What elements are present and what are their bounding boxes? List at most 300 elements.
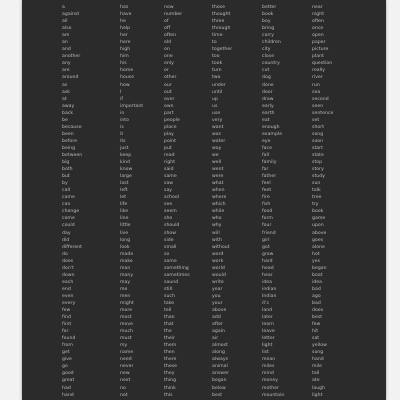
word-item: still	[164, 286, 173, 292]
word-item: head	[262, 265, 274, 271]
word-item: feet	[262, 188, 272, 194]
word-item: like	[120, 209, 129, 215]
word-item: list	[262, 350, 269, 356]
word-item: mountain	[262, 392, 285, 398]
word-item: be	[62, 117, 68, 123]
word-item: light	[312, 392, 323, 398]
word-item: talk	[312, 188, 321, 194]
word-item: as	[62, 82, 68, 88]
word-item: do	[62, 251, 68, 257]
word-item: draw	[262, 96, 274, 102]
word-item: together	[212, 47, 233, 53]
word-item: up	[212, 96, 218, 102]
word-item: many	[120, 272, 134, 278]
word-item: must	[120, 336, 132, 342]
word-item: city	[262, 47, 271, 53]
word-item: home	[120, 68, 134, 74]
word-item: them	[164, 343, 177, 349]
word-item: here	[120, 40, 131, 46]
word-item: game	[312, 216, 326, 222]
word-item: or	[164, 68, 169, 74]
word-item: got	[262, 244, 270, 250]
word-item: while	[212, 209, 225, 215]
word-item: something	[164, 265, 189, 271]
word-item: ago	[312, 293, 321, 299]
word-item: four	[262, 223, 272, 229]
word-item: know	[120, 167, 133, 173]
word-item: little	[120, 223, 131, 229]
word-item: move	[120, 322, 134, 328]
word-item: left	[120, 188, 128, 194]
word-item: your	[212, 300, 223, 306]
word-item: would	[212, 272, 226, 278]
word-item: me	[120, 286, 128, 292]
word-item: found	[62, 336, 76, 342]
word-item: fire	[262, 195, 270, 201]
word-item: place	[164, 124, 177, 130]
word-item: use	[212, 110, 221, 116]
word-item: mind	[262, 371, 274, 377]
word-column-1	[62, 4, 82, 399]
word-item: that	[164, 322, 174, 328]
word-item: went	[212, 167, 224, 173]
word-item: great	[62, 378, 75, 384]
word-item: made	[120, 251, 134, 257]
word-item: they	[164, 371, 175, 377]
word-item: land	[262, 308, 273, 314]
word-item: alone	[312, 244, 325, 250]
word-item: in	[120, 110, 125, 116]
word-item: world	[212, 265, 225, 271]
word-item: and	[62, 47, 71, 53]
word-item: after	[212, 322, 224, 328]
word-item: hit	[312, 329, 319, 335]
word-item: food	[262, 209, 273, 215]
word-item: feel	[262, 181, 271, 187]
word-item: no	[120, 385, 126, 391]
word-item: seem	[164, 209, 177, 215]
word-item: letter	[262, 336, 275, 342]
word-item: of	[164, 19, 169, 25]
word-item: the	[164, 329, 172, 335]
word-item: best	[212, 392, 223, 398]
word-item: earth	[262, 110, 275, 116]
word-item: name	[120, 350, 134, 356]
word-item: his	[120, 61, 127, 67]
word-item: miles	[262, 364, 275, 370]
word-item: far	[262, 167, 269, 173]
word-item: we	[212, 152, 219, 158]
word-item: country	[262, 61, 280, 67]
word-item: large	[120, 174, 132, 180]
word-item: example	[262, 131, 283, 137]
word-item: other	[164, 75, 177, 81]
word-item: read	[164, 152, 175, 158]
word-item: important	[120, 103, 144, 109]
word-item: its	[120, 138, 126, 144]
word-item: go	[62, 364, 68, 370]
word-item: run	[312, 82, 320, 88]
word-item: river	[312, 75, 323, 81]
word-item: put	[164, 145, 172, 151]
word-item: very	[212, 117, 223, 123]
word-item: our	[164, 82, 172, 88]
word-item: those	[212, 5, 225, 10]
word-item: good	[62, 371, 74, 377]
word-item: came	[62, 195, 75, 201]
word-item: even	[62, 293, 74, 299]
word-item: side	[164, 237, 174, 243]
word-item: people	[164, 117, 180, 123]
word-item: cut	[262, 68, 270, 74]
word-item: big	[62, 160, 70, 166]
word-item: life	[120, 202, 128, 208]
word-item: man	[120, 265, 131, 271]
word-item: boy	[262, 19, 271, 25]
word-item: few	[62, 308, 71, 314]
word-item: has	[120, 5, 129, 10]
word-column-2	[120, 4, 143, 399]
word-column-5	[262, 4, 284, 399]
word-item: under	[212, 82, 226, 88]
word-item: state	[312, 152, 324, 158]
word-item: air	[212, 336, 219, 342]
word-item: kind	[120, 160, 130, 166]
word-item: her	[120, 33, 128, 39]
word-item: next	[120, 378, 131, 384]
word-item: need	[120, 357, 132, 363]
word-item: with	[212, 237, 222, 243]
word-item: where	[212, 195, 227, 201]
word-item: out	[164, 89, 172, 95]
word-item: away	[62, 103, 75, 109]
word-item: sometimes	[164, 272, 190, 278]
word-item: three	[212, 19, 225, 25]
word-item: few	[312, 322, 321, 328]
word-item: add	[212, 315, 221, 321]
word-item: work	[212, 258, 224, 264]
word-item: both	[62, 167, 73, 173]
word-item: question	[312, 61, 333, 67]
word-item: day	[62, 230, 71, 236]
word-item: again	[212, 329, 225, 335]
word-item: us	[212, 103, 218, 109]
word-item: how	[120, 82, 130, 88]
word-item: point	[164, 138, 176, 144]
word-item: enough	[262, 124, 280, 130]
word-column-6	[312, 4, 333, 399]
word-item: close	[262, 54, 275, 60]
word-item: am	[62, 33, 70, 39]
word-item: small	[164, 244, 177, 250]
word-item: why	[212, 223, 222, 229]
word-item: always	[212, 357, 229, 363]
word-item: some	[164, 258, 177, 264]
word-item: only	[164, 61, 174, 67]
word-item: there	[164, 357, 177, 363]
word-item: over	[164, 96, 175, 102]
word-item: who	[212, 216, 222, 222]
word-item: an	[62, 40, 68, 46]
word-item: tall	[312, 371, 320, 377]
word-item: better	[262, 5, 277, 10]
word-item: began	[312, 265, 327, 271]
word-item: really	[312, 68, 325, 74]
word-item: once	[312, 26, 324, 32]
word-item: different	[62, 244, 83, 250]
word-item: never	[120, 364, 134, 370]
word-item: which	[212, 202, 226, 208]
word-item: help	[120, 26, 131, 32]
word-item: sea	[312, 89, 321, 95]
word-item: had	[62, 385, 71, 391]
word-item: below	[212, 385, 226, 391]
word-item: idea	[262, 279, 273, 285]
word-item: part	[164, 110, 174, 116]
word-item: eye	[262, 138, 271, 144]
word-item: much	[120, 329, 134, 335]
word-item: song	[312, 350, 324, 356]
word-item: are	[62, 68, 70, 74]
word-item: well	[212, 160, 222, 166]
word-item: into	[120, 117, 129, 123]
word-item: take	[164, 300, 175, 306]
word-item: play	[164, 131, 174, 137]
word-item: ask	[62, 89, 71, 95]
word-item: let	[120, 195, 127, 201]
word-item: said	[164, 167, 174, 173]
word-item: could	[62, 223, 75, 229]
word-item: more	[120, 308, 133, 314]
word-item: don't	[62, 265, 74, 271]
word-item: night	[312, 12, 325, 18]
word-item: family	[262, 160, 277, 166]
word-item: not	[120, 392, 128, 398]
word-item: time	[212, 33, 223, 39]
word-column-4	[212, 4, 232, 399]
word-item: you	[212, 293, 221, 299]
word-item: song	[312, 131, 324, 137]
word-item: paper	[312, 40, 326, 46]
word-item: mile	[312, 364, 323, 370]
word-item: every	[62, 300, 76, 306]
word-item: ate	[312, 378, 320, 384]
word-item: thing	[164, 378, 177, 384]
word-item: been	[62, 131, 74, 137]
word-item: almost	[212, 343, 228, 349]
word-item: bad	[312, 286, 321, 292]
word-item: show	[164, 230, 177, 236]
word-item: girl	[262, 237, 270, 243]
word-item: for	[62, 329, 69, 335]
word-item: number	[164, 12, 183, 18]
word-item: what	[212, 181, 224, 187]
word-item: through	[212, 26, 231, 32]
word-item: high	[120, 47, 131, 53]
word-item: mother	[262, 385, 280, 391]
word-item: fall	[262, 152, 270, 158]
word-item: call	[62, 188, 71, 194]
word-item: from	[62, 343, 73, 349]
word-item: book	[312, 209, 324, 215]
word-item: have	[120, 12, 132, 18]
word-item: by	[62, 181, 68, 187]
word-item: write	[212, 279, 224, 285]
word-item: off	[164, 26, 171, 32]
word-item: men	[120, 293, 131, 299]
word-item: door	[262, 89, 273, 95]
word-item: laugh	[312, 385, 326, 391]
word-item: money	[262, 378, 278, 384]
word-item: find	[62, 315, 71, 321]
word-item: eat	[262, 117, 270, 123]
word-item: it's	[262, 300, 269, 306]
word-item: can	[62, 202, 71, 208]
word-item: is	[120, 124, 124, 130]
word-item: above	[212, 308, 227, 314]
word-item: was	[212, 131, 222, 137]
word-item: same	[164, 174, 177, 180]
word-item: if	[120, 96, 123, 102]
word-item: open	[312, 33, 324, 39]
word-item: also	[62, 26, 72, 32]
word-item: face	[262, 145, 272, 151]
word-item: hand	[312, 357, 324, 363]
word-item: because	[62, 124, 82, 130]
word-item: so	[164, 251, 170, 257]
word-item: line	[120, 216, 129, 222]
word-item: last	[120, 181, 129, 187]
word-item: without	[212, 244, 230, 250]
word-item: leave	[262, 329, 275, 335]
word-item: goes	[312, 237, 324, 243]
word-item: live	[120, 230, 129, 236]
word-item: another	[62, 54, 81, 60]
word-item: but	[62, 174, 70, 180]
word-item: until	[212, 89, 223, 95]
word-item: book	[262, 12, 274, 18]
word-item: on	[164, 47, 170, 53]
word-item: fish	[262, 202, 271, 208]
word-item: all	[62, 19, 68, 25]
word-item: such	[164, 293, 175, 299]
word-item: sound	[164, 279, 179, 285]
word-item: start	[312, 145, 323, 151]
word-item: between	[62, 152, 83, 158]
word-item: idea	[312, 279, 323, 285]
word-item: along	[212, 350, 225, 356]
word-item: year	[212, 286, 223, 292]
word-item: above	[312, 230, 327, 236]
word-item: does	[62, 258, 74, 264]
word-item: their	[164, 336, 175, 342]
word-list-sheet	[22, 0, 386, 400]
word-item: before	[62, 138, 78, 144]
word-item: old	[164, 40, 172, 46]
word-item: does	[312, 308, 324, 314]
word-item: grow	[262, 251, 274, 257]
word-item: children	[262, 40, 281, 46]
word-item: may	[120, 279, 131, 285]
word-item: bad	[312, 300, 321, 306]
word-item: right	[164, 160, 176, 166]
word-item: too	[212, 54, 220, 60]
word-item: turn	[212, 68, 222, 74]
word-item: began	[212, 378, 227, 384]
word-item: down	[62, 272, 75, 278]
word-item: these	[164, 364, 178, 370]
word-item: story	[312, 167, 324, 173]
word-item: learn	[262, 322, 274, 328]
word-item: against	[62, 12, 80, 18]
word-item: tree	[312, 195, 322, 201]
word-item: to	[212, 40, 217, 46]
word-item: he	[120, 19, 126, 25]
word-item: one	[164, 54, 173, 60]
word-item: now	[164, 5, 174, 10]
word-item: done	[262, 82, 274, 88]
word-item: keep	[120, 152, 132, 158]
word-item: she	[164, 216, 173, 222]
word-item: school	[164, 195, 180, 201]
word-item: give	[62, 357, 72, 363]
word-item: carry	[262, 33, 275, 39]
word-item: hear	[262, 272, 273, 278]
word-item: think	[164, 385, 176, 391]
word-item: study	[312, 174, 325, 180]
word-item: set	[312, 117, 320, 123]
word-item: soon	[312, 138, 324, 144]
word-item: plant	[312, 54, 324, 60]
word-item: picture	[312, 47, 329, 53]
word-item: often	[164, 33, 177, 39]
word-item: a	[62, 5, 65, 10]
word-item: I	[120, 89, 122, 95]
word-item: sat	[312, 336, 320, 342]
word-item: end	[62, 286, 71, 292]
word-item: light	[262, 343, 273, 349]
word-item: make	[120, 258, 133, 264]
word-item: around	[62, 75, 79, 81]
word-item: most	[120, 315, 132, 321]
word-item: then	[164, 350, 175, 356]
word-item: later	[262, 315, 273, 321]
word-item: my	[120, 343, 128, 349]
word-item: best	[312, 315, 323, 321]
word-item: this	[164, 392, 173, 398]
word-item: hard	[262, 258, 273, 264]
word-item: back	[62, 110, 74, 116]
word-item: will	[212, 230, 220, 236]
word-item: Indian	[262, 293, 277, 299]
word-item: own	[164, 103, 174, 109]
word-item: should	[164, 223, 180, 229]
word-item: see	[164, 202, 173, 208]
word-item: house	[120, 75, 135, 81]
word-item: word	[212, 251, 224, 257]
word-item: way	[212, 145, 222, 151]
word-item: at	[62, 96, 67, 102]
word-item: water	[212, 138, 226, 144]
word-item: often	[312, 19, 325, 25]
word-item: thought	[212, 12, 231, 18]
word-item: mean	[262, 357, 276, 363]
word-item: were	[212, 174, 224, 180]
word-item: long	[120, 237, 131, 243]
word-item: it	[120, 131, 124, 137]
word-item: second	[312, 96, 329, 102]
word-item: short	[312, 124, 325, 130]
